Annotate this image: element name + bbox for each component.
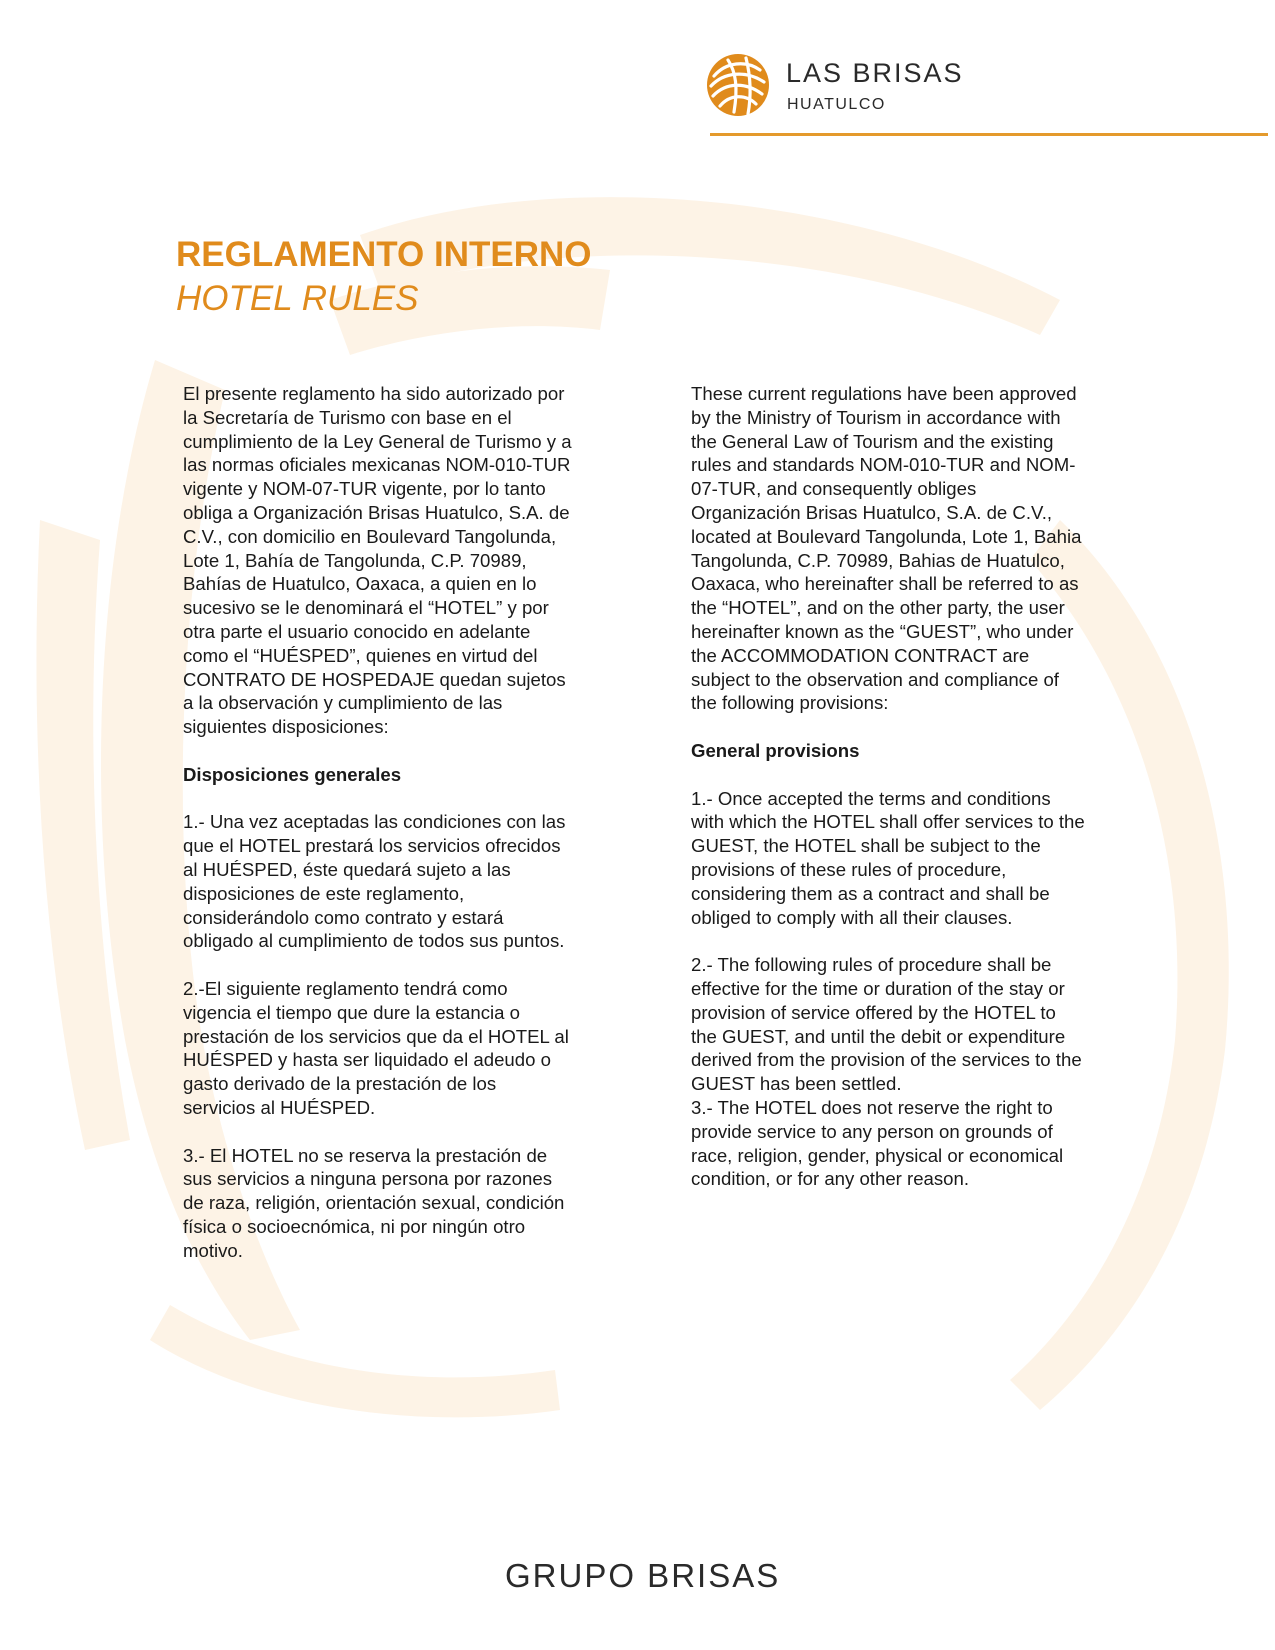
text-line: considering them as a contract and shall be — [691, 882, 1050, 904]
text-line: considerándolo como contrato y estará — [183, 906, 504, 928]
text-line: 3.- The HOTEL does not reserve the right to — [691, 1096, 1053, 1118]
text-line: subject to the observation and compliance of — [691, 668, 1059, 690]
text-line: with which the HOTEL shall offer services to the — [691, 811, 1085, 833]
text-line: 3.- El HOTEL no se reserva la prestación de — [183, 1144, 548, 1166]
text-line: las normas oficiales mexicanas NOM-010-TUR — [183, 454, 571, 476]
title-english: HOTEL RULES — [176, 279, 419, 318]
text-line: disposiciones de este reglamento, — [183, 882, 465, 904]
document-title — [176, 233, 591, 321]
text-line: rules and standards NOM-010-TUR and NOM- — [691, 454, 1076, 476]
text-line: Tangolunda, C.P. 70989, Bahias de Huatulco, — [691, 549, 1065, 571]
header-divider — [710, 133, 1268, 136]
brand-location: HUATULCO — [787, 96, 886, 113]
text-line: otra parte el usuario conocido en adelante — [183, 620, 531, 642]
text-line: física o socioecnómica, ni por ningún otro — [183, 1215, 526, 1237]
text-line: 2.-El siguiente reglamento tendrá como — [183, 977, 508, 999]
text-line: como el “HUÉSPED”, quienes en virtud del — [183, 644, 538, 666]
text-line: GUEST, the HOTEL shall be subject to the — [691, 835, 1041, 857]
text-line: 2.- The following rules of procedure shall be — [691, 954, 1052, 976]
text-line: effective for the time or duration of the stay or — [691, 977, 1065, 999]
text-line: by the Ministry of Tourism in accordance with — [691, 406, 1061, 428]
text-line: 1.- Una vez aceptadas las condiciones con las — [183, 811, 566, 833]
text-line: vigencia el tiempo que dure la estancia o — [183, 1001, 520, 1023]
text-line: que el HOTEL prestará los servicios ofrecidos — [183, 835, 561, 857]
text-line: sus servicios a ninguna persona por razones — [183, 1168, 552, 1190]
text-line: prestación de los servicios que da el HOTEL al — [183, 1025, 569, 1047]
text-line: 1.- Once accepted the terms and conditions — [691, 787, 1051, 809]
text-line: These current regulations have been approved — [691, 383, 1077, 404]
text-line: al HUÉSPED, éste quedará sujeto a las — [183, 858, 511, 880]
text-line: GUEST has been settled. — [691, 1073, 902, 1095]
text-line: Lote 1, Bahía de Tangolunda, C.P. 70989, — [183, 549, 527, 571]
text-line: sucesivo se le denominará el “HOTEL” y por — [183, 597, 549, 619]
text-line: 07-TUR, and consequently obliges — [691, 478, 977, 500]
text-line: El presente reglamento ha sido autorizado por — [183, 383, 565, 404]
text-line: located at Boulevard Tangolunda, Lote 1, Bahia — [691, 525, 1082, 547]
text-line: la Secretaría de Turismo con base en el — [183, 406, 512, 428]
text-line: Oaxaca, who hereinafter shall be referred to as — [691, 573, 1079, 595]
text-line: the following provisions: — [691, 692, 889, 714]
title-spanish: REGLAMENTO INTERNO — [176, 235, 592, 274]
text-line: the “HOTEL”, and on the other party, the user — [691, 597, 1065, 619]
text-line: a la observación y cumplimiento de las — [183, 692, 503, 714]
text-line: HUÉSPED y hasta ser liquidado el adeudo o — [183, 1049, 551, 1071]
text-line: provide service to any person on grounds of — [691, 1120, 1053, 1142]
text-line: provision of service offered by the HOTEL to — [691, 1001, 1056, 1023]
text-line: CONTRATO DE HOSPEDAJE quedan sujetos — [183, 668, 566, 690]
spanish-column — [183, 382, 623, 1262]
text-line: condition, or for any other reason. — [691, 1168, 970, 1190]
brand-name: LAS BRISAS — [786, 58, 964, 88]
text-line: Bahías de Huatulco, Oaxaca, a quien en lo — [183, 573, 537, 595]
text-line: C.V., con domicilio en Boulevard Tangolunda, — [183, 525, 557, 547]
text-line: obliged to comply with all their clauses. — [691, 906, 1013, 928]
text-line: siguientes disposiciones: — [183, 716, 389, 738]
text-line: derived from the provision of the services to the — [691, 1049, 1082, 1071]
section-heading: Disposiciones generales — [183, 763, 402, 785]
english-column — [691, 382, 1136, 1191]
footer-brand: GRUPO BRISAS — [505, 1557, 781, 1594]
text-line: the ACCOMMODATION CONTRACT are — [691, 644, 1030, 666]
las-brisas-wave-logo-icon — [706, 52, 770, 118]
text-line: provisions of these rules of procedure, — [691, 858, 1007, 880]
brand-logo — [706, 52, 966, 122]
text-line: obligado al cumplimiento de todos sus puntos. — [183, 930, 565, 952]
text-line: race, religion, gender, physical or economical — [691, 1144, 1064, 1166]
text-line: servicios al HUÉSPED. — [183, 1096, 376, 1118]
text-line: de raza, religión, orientación sexual, condición — [183, 1192, 565, 1214]
text-line: motivo. — [183, 1239, 243, 1261]
text-line: the GUEST, and until the debit or expenditure — [691, 1025, 1066, 1047]
text-line: cumplimiento de la Ley General de Turismo y a — [183, 430, 572, 452]
text-line: gasto derivado de la prestación de los — [183, 1073, 497, 1095]
text-line: the General Law of Tourism and the existing — [691, 430, 1054, 452]
text-line: hereinafter known as the “GUEST”, who under — [691, 620, 1074, 642]
text-line: obliga a Organización Brisas Huatulco, S.A. de — [183, 501, 570, 523]
text-line: Organización Brisas Huatulco, S.A. de C.V., — [691, 501, 1053, 523]
text-line: vigente y NOM-07-TUR vigente, por lo tanto — [183, 478, 546, 500]
section-heading: General provisions — [691, 739, 860, 761]
